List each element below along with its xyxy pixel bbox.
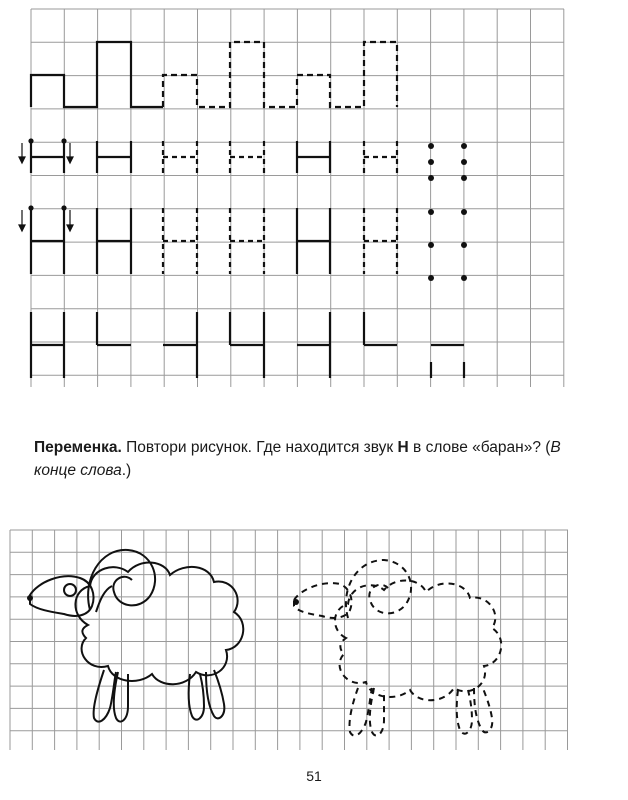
sheep-leg-4 xyxy=(206,670,224,718)
sheep-leg-1 xyxy=(94,670,116,722)
sheep-drawing-dashed xyxy=(294,560,501,736)
page-number: 51 xyxy=(306,768,322,784)
sheep-drawing-grid xyxy=(0,520,628,760)
meander-pattern xyxy=(31,42,397,107)
dot-guides-row3 xyxy=(428,209,467,281)
letter-elements-row xyxy=(31,312,464,378)
dashed-sheep-nostril xyxy=(293,599,299,605)
sound-letter: Н xyxy=(397,439,409,456)
task-text-3: .) xyxy=(121,462,132,479)
sheep-drawing-solid xyxy=(30,550,243,722)
letter-n-small-row xyxy=(31,141,397,173)
sheep-nostril xyxy=(27,595,33,601)
sheep-leg-3 xyxy=(189,674,204,720)
sheep-eye xyxy=(64,584,76,596)
letter-n-tall-row xyxy=(31,208,397,274)
answer-hint: В конце слова xyxy=(34,439,561,479)
task-instruction xyxy=(34,436,574,482)
sheep-head xyxy=(30,576,94,616)
task-title: Переменка. xyxy=(34,439,122,456)
task-text-1: Повтори рисунок. Где находится звук xyxy=(121,439,398,456)
task-text-2: в слове «баран»? ( xyxy=(408,439,551,456)
sheep-body xyxy=(75,563,243,685)
